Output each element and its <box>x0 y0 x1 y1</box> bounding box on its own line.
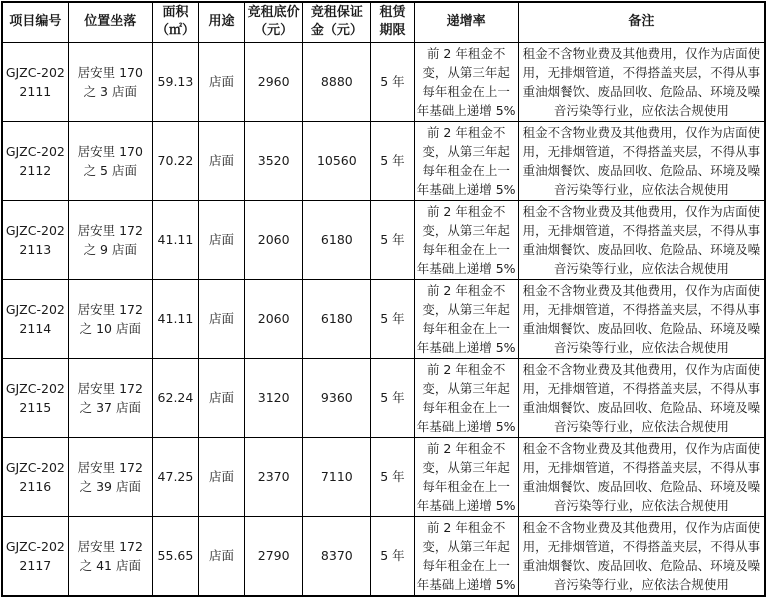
cell-base_rent: 2060 <box>245 279 303 358</box>
cell-project_id: GJZC-2022114 <box>2 279 68 358</box>
cell-use: 店面 <box>199 358 245 437</box>
cell-use: 店面 <box>199 42 245 121</box>
column-header-area: 面积（㎡） <box>152 2 198 42</box>
cell-deposit: 8880 <box>303 42 371 121</box>
cell-deposit: 6180 <box>303 200 371 279</box>
cell-remarks: 租金不含物业费及其他费用，仅作为店面使用，无排烟管道，不得搭盖夹层，不得从事重油烟餐饮、废品回收、危险品、环境及噪音污染等行业，应依法合规使用 <box>518 516 765 596</box>
column-header-project_id: 项目编号 <box>2 2 68 42</box>
cell-use: 店面 <box>199 200 245 279</box>
cell-location: 居安里 172 之 10 店面 <box>68 279 152 358</box>
cell-project_id: GJZC-2022116 <box>2 437 68 516</box>
cell-lease_term: 5 年 <box>371 516 414 596</box>
cell-escalation: 前 2 年租金不变，从第三年起每年租金在上一年基础上递增 5% <box>414 121 518 200</box>
table-header <box>2 2 765 42</box>
cell-escalation: 前 2 年租金不变，从第三年起每年租金在上一年基础上递增 5% <box>414 200 518 279</box>
column-header-base_rent: 竞租底价（元） <box>245 2 303 42</box>
cell-location: 居安里 170 之 3 店面 <box>68 42 152 121</box>
cell-area: 47.25 <box>152 437 198 516</box>
table-row <box>2 200 765 279</box>
column-header-deposit: 竞租保证金（元） <box>303 2 371 42</box>
cell-location: 居安里 170 之 5 店面 <box>68 121 152 200</box>
cell-project_id: GJZC-2022113 <box>2 200 68 279</box>
cell-base_rent: 2370 <box>245 437 303 516</box>
cell-project_id: GJZC-2022117 <box>2 516 68 596</box>
cell-location: 居安里 172 之 41 店面 <box>68 516 152 596</box>
table-body <box>2 42 765 596</box>
header-row <box>2 2 765 42</box>
cell-area: 55.65 <box>152 516 198 596</box>
cell-base_rent: 3120 <box>245 358 303 437</box>
cell-use: 店面 <box>199 279 245 358</box>
cell-deposit: 6180 <box>303 279 371 358</box>
cell-escalation: 前 2 年租金不变，从第三年起每年租金在上一年基础上递增 5% <box>414 358 518 437</box>
cell-base_rent: 3520 <box>245 121 303 200</box>
table-row <box>2 42 765 121</box>
cell-lease_term: 5 年 <box>371 279 414 358</box>
cell-base_rent: 2060 <box>245 200 303 279</box>
column-header-lease_term: 租赁期限 <box>371 2 414 42</box>
cell-lease_term: 5 年 <box>371 358 414 437</box>
cell-area: 70.22 <box>152 121 198 200</box>
cell-area: 59.13 <box>152 42 198 121</box>
cell-remarks: 租金不含物业费及其他费用，仅作为店面使用，无排烟管道，不得搭盖夹层，不得从事重油烟餐饮、废品回收、危险品、环境及噪音污染等行业，应依法合规使用 <box>518 42 765 121</box>
cell-remarks: 租金不含物业费及其他费用，仅作为店面使用，无排烟管道，不得搭盖夹层，不得从事重油烟餐饮、废品回收、危险品、环境及噪音污染等行业，应依法合规使用 <box>518 437 765 516</box>
column-header-use: 用途 <box>199 2 245 42</box>
cell-project_id: GJZC-2022111 <box>2 42 68 121</box>
cell-deposit: 8370 <box>303 516 371 596</box>
cell-lease_term: 5 年 <box>371 437 414 516</box>
cell-deposit: 9360 <box>303 358 371 437</box>
cell-use: 店面 <box>199 121 245 200</box>
cell-escalation: 前 2 年租金不变，从第三年起每年租金在上一年基础上递增 5% <box>414 437 518 516</box>
table-row <box>2 279 765 358</box>
cell-remarks: 租金不含物业费及其他费用，仅作为店面使用，无排烟管道，不得搭盖夹层，不得从事重油烟餐饮、废品回收、危险品、环境及噪音污染等行业，应依法合规使用 <box>518 279 765 358</box>
cell-remarks: 租金不含物业费及其他费用，仅作为店面使用，无排烟管道，不得搭盖夹层，不得从事重油烟餐饮、废品回收、危险品、环境及噪音污染等行业，应依法合规使用 <box>518 358 765 437</box>
cell-lease_term: 5 年 <box>371 121 414 200</box>
cell-location: 居安里 172 之 39 店面 <box>68 437 152 516</box>
table-row <box>2 121 765 200</box>
cell-lease_term: 5 年 <box>371 42 414 121</box>
cell-deposit: 10560 <box>303 121 371 200</box>
table-row <box>2 516 765 596</box>
cell-escalation: 前 2 年租金不变，从第三年起每年租金在上一年基础上递增 5% <box>414 279 518 358</box>
cell-deposit: 7110 <box>303 437 371 516</box>
cell-location: 居安里 172 之 9 店面 <box>68 200 152 279</box>
cell-area: 41.11 <box>152 200 198 279</box>
rental-listings-table <box>1 1 766 597</box>
table-row <box>2 437 765 516</box>
cell-area: 62.24 <box>152 358 198 437</box>
column-header-remarks: 备注 <box>518 2 765 42</box>
cell-location: 居安里 172 之 37 店面 <box>68 358 152 437</box>
cell-area: 41.11 <box>152 279 198 358</box>
cell-use: 店面 <box>199 437 245 516</box>
cell-base_rent: 2960 <box>245 42 303 121</box>
cell-use: 店面 <box>199 516 245 596</box>
cell-escalation: 前 2 年租金不变，从第三年起每年租金在上一年基础上递增 5% <box>414 42 518 121</box>
table-row <box>2 358 765 437</box>
cell-project_id: GJZC-2022112 <box>2 121 68 200</box>
cell-project_id: GJZC-2022115 <box>2 358 68 437</box>
cell-base_rent: 2790 <box>245 516 303 596</box>
cell-remarks: 租金不含物业费及其他费用，仅作为店面使用，无排烟管道，不得搭盖夹层，不得从事重油烟餐饮、废品回收、危险品、环境及噪音污染等行业，应依法合规使用 <box>518 121 765 200</box>
cell-lease_term: 5 年 <box>371 200 414 279</box>
cell-escalation: 前 2 年租金不变，从第三年起每年租金在上一年基础上递增 5% <box>414 516 518 596</box>
column-header-location: 位置坐落 <box>68 2 152 42</box>
column-header-escalation: 递增率 <box>414 2 518 42</box>
cell-remarks: 租金不含物业费及其他费用，仅作为店面使用，无排烟管道，不得搭盖夹层，不得从事重油烟餐饮、废品回收、危险品、环境及噪音污染等行业，应依法合规使用 <box>518 200 765 279</box>
